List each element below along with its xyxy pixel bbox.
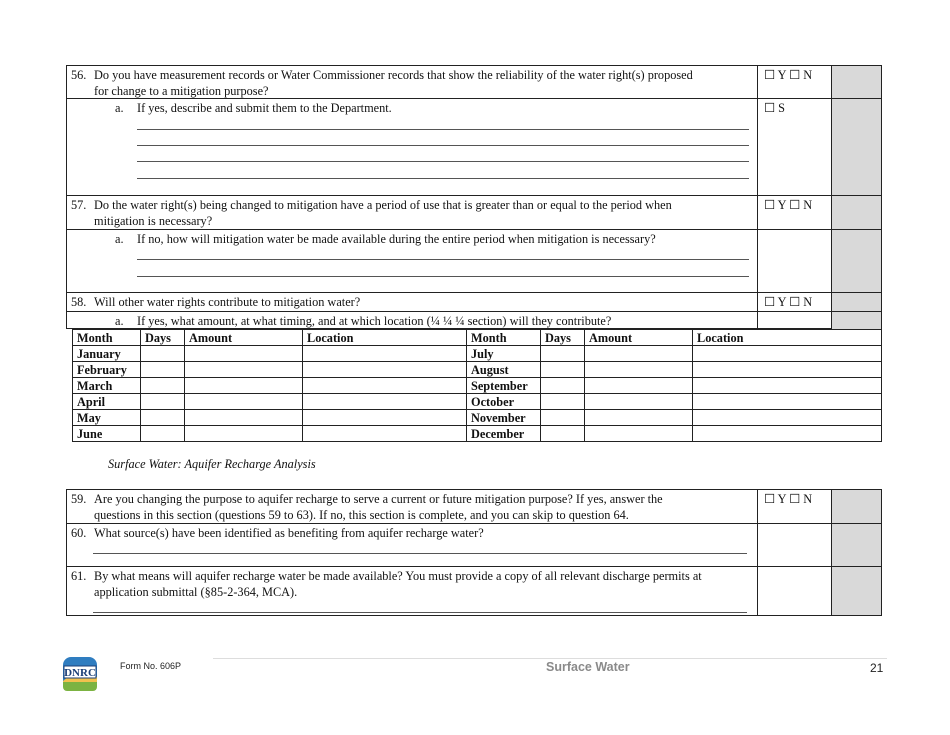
q59-line1: Are you changing the purpose to aquifer recharge to serve a current or future mitigation purpose? If yes, answer the	[94, 492, 663, 506]
q56a-letter: a.	[115, 101, 124, 115]
q56a-question: If yes, describe and submit them to the Department.	[137, 101, 392, 115]
q61-number: 61.	[71, 569, 87, 583]
location-cell[interactable]	[303, 346, 467, 362]
q59-answer-cell[interactable]	[757, 490, 832, 523]
table-row	[73, 346, 882, 362]
q60-office-use-cell	[831, 524, 881, 566]
days-cell[interactable]	[141, 346, 185, 362]
days-cell[interactable]	[541, 394, 585, 410]
location-cell[interactable]	[303, 426, 467, 442]
q58a-question: If yes, what amount, at what timing, and at which location (¼ ¼ ¼ section) will they contribute?	[137, 314, 612, 328]
q56a-write-line[interactable]	[137, 145, 749, 146]
month-label: December	[467, 426, 541, 442]
table-row	[73, 362, 882, 378]
q60-write-line[interactable]	[93, 553, 747, 554]
questions-56-58-box	[66, 65, 882, 329]
q60-text	[71, 525, 751, 541]
q61-line2: application submittal (§85-2-364, MCA).	[94, 585, 298, 599]
q56-number: 56.	[71, 68, 87, 82]
q56a-write-line[interactable]	[137, 178, 749, 179]
header-amount: Amount	[185, 330, 303, 346]
q61-row	[67, 567, 881, 615]
amount-cell[interactable]	[185, 426, 303, 442]
form-number: Form No. 606P	[120, 661, 182, 671]
q60-line1: What source(s) have been identified as benefiting from aquifer recharge water?	[94, 526, 484, 540]
header-location: Location	[693, 330, 882, 346]
days-cell[interactable]	[541, 362, 585, 378]
q56a-write-line[interactable]	[137, 129, 749, 130]
q56-yn-checkboxes[interactable]: ☐ Y ☐ N	[764, 68, 813, 82]
month-label: January	[73, 346, 141, 362]
amount-cell[interactable]	[585, 410, 693, 426]
q58a-letter: a.	[115, 314, 124, 328]
q58-yn-checkboxes[interactable]: ☐ Y ☐ N	[764, 295, 813, 309]
q57a-question: If no, how will mitigation water be made available during the entire period when mitigation is necessary?	[137, 232, 656, 246]
q58-text	[71, 294, 751, 310]
days-cell[interactable]	[141, 378, 185, 394]
location-cell[interactable]	[303, 394, 467, 410]
q61-answer-cell[interactable]	[757, 567, 832, 615]
days-cell[interactable]	[541, 410, 585, 426]
location-cell[interactable]	[693, 426, 882, 442]
month-label: May	[73, 410, 141, 426]
header-location: Location	[303, 330, 467, 346]
section-title: Surface Water: Aquifer Recharge Analysis	[108, 457, 316, 471]
q56a-answer-cell[interactable]	[757, 99, 832, 195]
table-row	[73, 378, 882, 394]
amount-cell[interactable]	[185, 378, 303, 394]
q56-line1: Do you have measurement records or Water Commissioner records that show the reliability of the water right(s) proposed	[94, 68, 693, 82]
q56a-s-checkbox[interactable]: ☐ S	[764, 101, 785, 115]
q57a-office-use-cell	[831, 230, 881, 292]
q57-row	[67, 196, 881, 230]
q58-line1: Will other water rights contribute to mitigation water?	[94, 295, 361, 309]
month-label: October	[467, 394, 541, 410]
q61-text	[71, 568, 751, 600]
q60-answer-cell[interactable]	[757, 524, 832, 566]
days-cell[interactable]	[541, 346, 585, 362]
header-month: Month	[467, 330, 541, 346]
amount-cell[interactable]	[185, 410, 303, 426]
location-cell[interactable]	[693, 410, 882, 426]
days-cell[interactable]	[141, 410, 185, 426]
q61-office-use-cell	[831, 567, 881, 615]
days-cell[interactable]	[141, 394, 185, 410]
amount-cell[interactable]	[585, 426, 693, 442]
q58a-answer-cell[interactable]	[757, 312, 832, 329]
table-row	[73, 410, 882, 426]
q60-number: 60.	[71, 526, 87, 540]
q57-text	[71, 197, 751, 229]
q56a-row	[67, 99, 881, 196]
monthly-contribution-table	[72, 329, 882, 442]
month-label: August	[467, 362, 541, 378]
days-cell[interactable]	[541, 426, 585, 442]
days-cell[interactable]	[141, 426, 185, 442]
amount-cell[interactable]	[585, 378, 693, 394]
q60-row	[67, 524, 881, 567]
amount-cell[interactable]	[585, 394, 693, 410]
q57-yn-checkboxes[interactable]: ☐ Y ☐ N	[764, 198, 813, 212]
q59-row	[67, 490, 881, 524]
q58a-row	[67, 312, 881, 329]
q56-office-use-cell	[831, 66, 881, 98]
q58-number: 58.	[71, 295, 87, 309]
q57a-write-line[interactable]	[137, 259, 749, 260]
location-cell[interactable]	[303, 362, 467, 378]
q57-number: 57.	[71, 198, 87, 212]
table-row	[73, 426, 882, 442]
q57-line1: Do the water right(s) being changed to mitigation have a period of use that is greater than or equal to the period when	[94, 198, 672, 212]
page-number: 21	[870, 661, 884, 675]
month-label: April	[73, 394, 141, 410]
svg-text:DNRC: DNRC	[64, 667, 96, 679]
amount-cell[interactable]	[185, 362, 303, 378]
month-label: June	[73, 426, 141, 442]
q57a-text	[115, 231, 755, 247]
q57a-answer-cell[interactable]	[757, 230, 832, 292]
amount-cell[interactable]	[585, 346, 693, 362]
header-days: Days	[541, 330, 585, 346]
location-cell[interactable]	[303, 410, 467, 426]
amount-cell[interactable]	[585, 362, 693, 378]
q56a-office-use-cell	[831, 99, 881, 195]
q59-office-use-cell	[831, 490, 881, 523]
month-label: September	[467, 378, 541, 394]
q61-line1: By what means will aquifer recharge water be made available? You must provide a copy of all relevant discharge permits at	[94, 569, 702, 583]
location-cell[interactable]	[693, 378, 882, 394]
days-cell[interactable]	[541, 378, 585, 394]
q59-number: 59.	[71, 492, 87, 506]
q56a-text	[115, 100, 755, 116]
header-amount: Amount	[585, 330, 693, 346]
table-row	[73, 394, 882, 410]
q56-line2: for change to a mitigation purpose?	[94, 84, 269, 98]
month-label: March	[73, 378, 141, 394]
month-label: July	[467, 346, 541, 362]
q56-row	[67, 66, 881, 99]
location-cell[interactable]	[693, 394, 882, 410]
q57a-row	[67, 230, 881, 293]
footer-divider	[213, 658, 887, 659]
dnrc-logo-icon	[61, 655, 99, 693]
q57-answer-cell[interactable]	[757, 196, 832, 229]
q58a-office-use-cell	[831, 312, 881, 329]
location-cell[interactable]	[693, 346, 882, 362]
location-cell[interactable]	[303, 378, 467, 394]
header-month: Month	[73, 330, 141, 346]
q58a-text	[115, 313, 755, 329]
q61-write-line[interactable]	[93, 612, 747, 613]
q58-row	[67, 293, 881, 312]
amount-cell[interactable]	[185, 346, 303, 362]
month-label: February	[73, 362, 141, 378]
days-cell[interactable]	[141, 362, 185, 378]
amount-cell[interactable]	[185, 394, 303, 410]
q59-line2: questions in this section (questions 59 to 63). If no, this section is complete, and you can skip to question 64.	[94, 508, 629, 522]
q57-office-use-cell	[831, 196, 881, 229]
q59-yn-checkboxes[interactable]: ☐ Y ☐ N	[764, 492, 813, 506]
q59-text	[71, 491, 751, 523]
header-days: Days	[141, 330, 185, 346]
q58-answer-cell[interactable]	[757, 293, 832, 311]
month-label: November	[467, 410, 541, 426]
q57a-write-line[interactable]	[137, 276, 749, 277]
q56-text	[71, 67, 751, 99]
q56-answer-cell[interactable]	[757, 66, 832, 98]
footer-title: Surface Water	[546, 660, 630, 674]
location-cell[interactable]	[693, 362, 882, 378]
q58-office-use-cell	[831, 293, 881, 311]
q57-line2: mitigation is necessary?	[94, 214, 213, 228]
table-header-row	[73, 330, 882, 346]
questions-59-61-box	[66, 489, 882, 616]
q57a-letter: a.	[115, 232, 124, 246]
q56a-write-line[interactable]	[137, 161, 749, 162]
